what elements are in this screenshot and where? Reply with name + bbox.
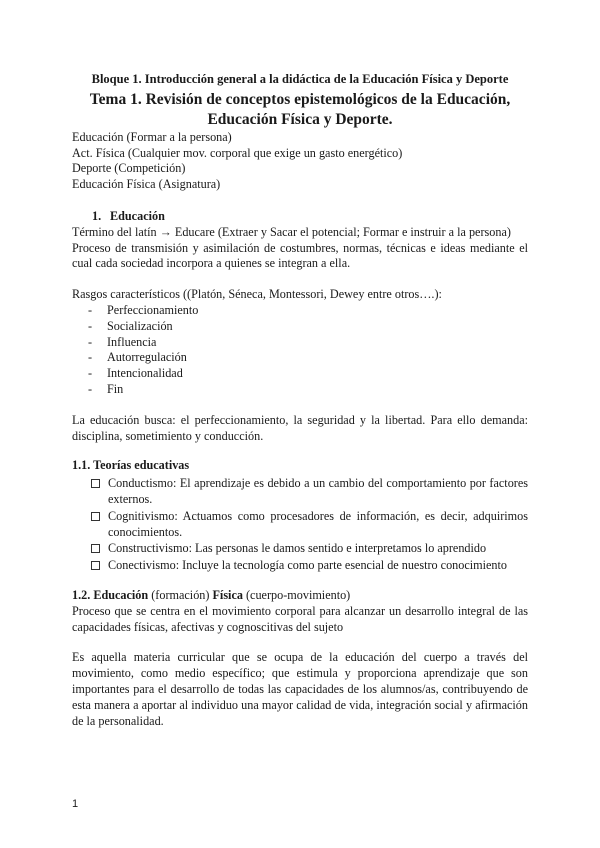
checkbox-icon <box>91 479 100 488</box>
document-page <box>72 70 528 729</box>
teorias-list <box>72 476 528 574</box>
rasgos-list <box>72 303 528 398</box>
list-item: - Influencia <box>72 335 528 351</box>
list-item: Conductismo: El aprendizaje es debido a un cambio del comportamiento por factores externos. <box>72 476 528 508</box>
section-1-heading <box>72 209 528 225</box>
list-item: - Socialización <box>72 319 528 335</box>
ef-definition: Proceso que se centra en el movimiento corporal para alcanzar un desarrollo integral de las capacidades físicas, afectivas y cognoscitivas del sujeto <box>72 603 528 634</box>
checkbox-icon <box>91 512 100 521</box>
definition-item: Act. Física (Cualquier mov. corporal que exige un gasto energético) <box>72 145 403 160</box>
education-definition: Proceso de transmisión y asimilación de costumbres, normas, técnicas e ideas mediante el cual cada sociedad incorpora a quienes se integran a ella. <box>72 240 528 271</box>
checkbox-icon <box>91 544 100 553</box>
list-item: Conectivismo: Incluye la tecnología como parte esencial de nuestro conocimiento <box>72 558 528 574</box>
etymology-text: Término del latín → Educare (Extraer y Sacar el potencial; Formar e instruir a la persona) <box>72 224 511 239</box>
ef-description: Es aquella materia curricular que se ocupa de la educación del cuerpo a través del movimiento, como medio específico; que estimula y proporciona aprendizaje que son importantes para el desarrollo de todas las capacidades de los alumnos/as, contribuyendo de esta manera a aportar al individuo una mayor calidad de vida, integración social y afirmación de la personalidad. <box>72 650 528 728</box>
definitions-list <box>72 130 528 193</box>
rasgos-intro: Rasgos característicos ((Platón, Séneca, Montessori, Dewey entre otros….): <box>72 287 442 302</box>
definition-item: Educación (Formar a la persona) <box>72 129 232 144</box>
list-item: Constructivismo: Las personas le damos sentido e interpretamos lo aprendido <box>72 541 528 557</box>
list-item: - Perfeccionamiento <box>72 303 528 319</box>
section-1-1-heading <box>72 458 528 474</box>
section-1-number: 1. <box>92 208 102 223</box>
section-1-title: Educación <box>110 208 165 223</box>
block-title: Bloque 1. Introducción general a la didáctica de la Educación Física y Deporte <box>91 72 509 86</box>
section-1-2-heading: 1.2. Educación (formación) Física (cuerpo-movimiento) <box>72 587 351 602</box>
definition-item: Deporte (Competición) <box>72 161 186 176</box>
checkbox-icon <box>91 561 100 570</box>
list-item: - Autorregulación <box>72 350 528 366</box>
list-item: - Fin <box>72 382 528 398</box>
list-item: Cognitivismo: Actuamos como procesadores de información, es decir, adquirimos conocimientos. <box>72 509 528 541</box>
section-1-1-title: 1.1. Teorías educativas <box>72 458 190 473</box>
list-item: - Intencionalidad <box>72 366 528 382</box>
page-number: 1 <box>72 798 79 810</box>
tema-title: Tema 1. Revisión de conceptos epistemológicos de la Educación, Educación Física y Deporte. <box>89 90 511 128</box>
education-goals: La educación busca: el perfeccionamiento, la seguridad y la libertad. Para ello demanda: disciplina, sometimiento y conducción. <box>72 412 528 443</box>
definition-item: Educación Física (Asignatura) <box>72 177 221 192</box>
